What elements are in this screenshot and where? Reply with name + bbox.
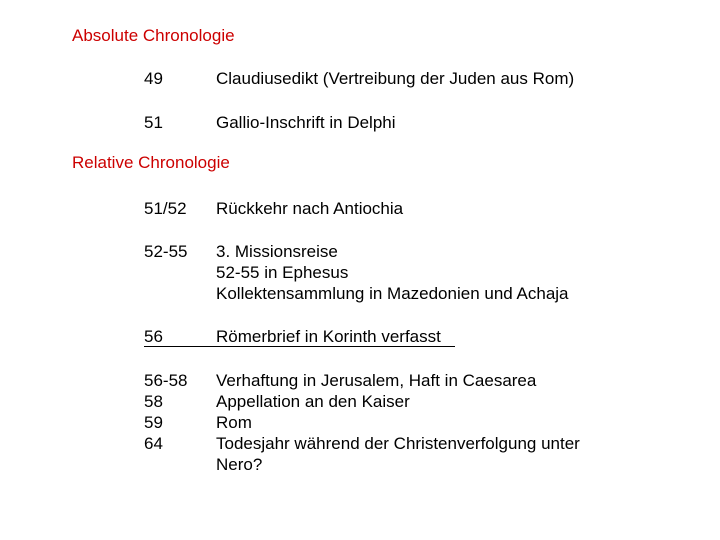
relative-entry-56 (144, 326, 441, 347)
entry-line: Kollektensammlung in Mazedonien und Achaja (216, 284, 569, 303)
relative-chronology-heading: Relative Chronologie (72, 153, 230, 172)
entry-text-block (216, 241, 569, 304)
entry-year: 51 (144, 113, 163, 132)
entry-line: Appellation an den Kaiser (216, 392, 410, 411)
relative-entry-52-55 (144, 241, 569, 304)
entry-line: 52-55 in Ephesus (216, 263, 349, 282)
entry-line: Verhaftung in Jerusalem, Haft in Caesarea (216, 371, 537, 390)
entry-text: Römerbrief in Korinth verfasst (216, 327, 441, 346)
entry-years-block (144, 370, 216, 475)
entry-line: Todesjahr während der Christenverfolgung unter (216, 434, 580, 453)
entry-year: 51/52 (144, 199, 187, 218)
entry-line: Rom (216, 413, 252, 432)
absolute-entry-49 (144, 68, 574, 89)
underline-divider (144, 346, 455, 347)
entry-text: Claudiusedikt (Vertreibung der Juden aus Rom) (216, 69, 575, 88)
relative-entry-56-64 (144, 370, 580, 475)
entry-line: Nero? (216, 455, 263, 474)
entry-year: 58 (144, 392, 163, 411)
entry-year: 59 (144, 413, 163, 432)
entry-line: 3. Missionsreise (216, 242, 338, 261)
entry-text-block (216, 370, 580, 475)
entry-text: Gallio-Inschrift in Delphi (216, 113, 396, 132)
absolute-chronology-heading: Absolute Chronologie (72, 26, 235, 45)
entry-text: Rückkehr nach Antiochia (216, 199, 404, 218)
entry-year: 64 (144, 434, 163, 453)
entry-year: 49 (144, 69, 163, 88)
relative-entry-51-52 (144, 198, 403, 219)
entry-year: 56 (144, 327, 163, 346)
absolute-entry-51 (144, 112, 396, 133)
entry-year: 52-55 (144, 242, 188, 261)
entry-year: 56-58 (144, 371, 188, 390)
